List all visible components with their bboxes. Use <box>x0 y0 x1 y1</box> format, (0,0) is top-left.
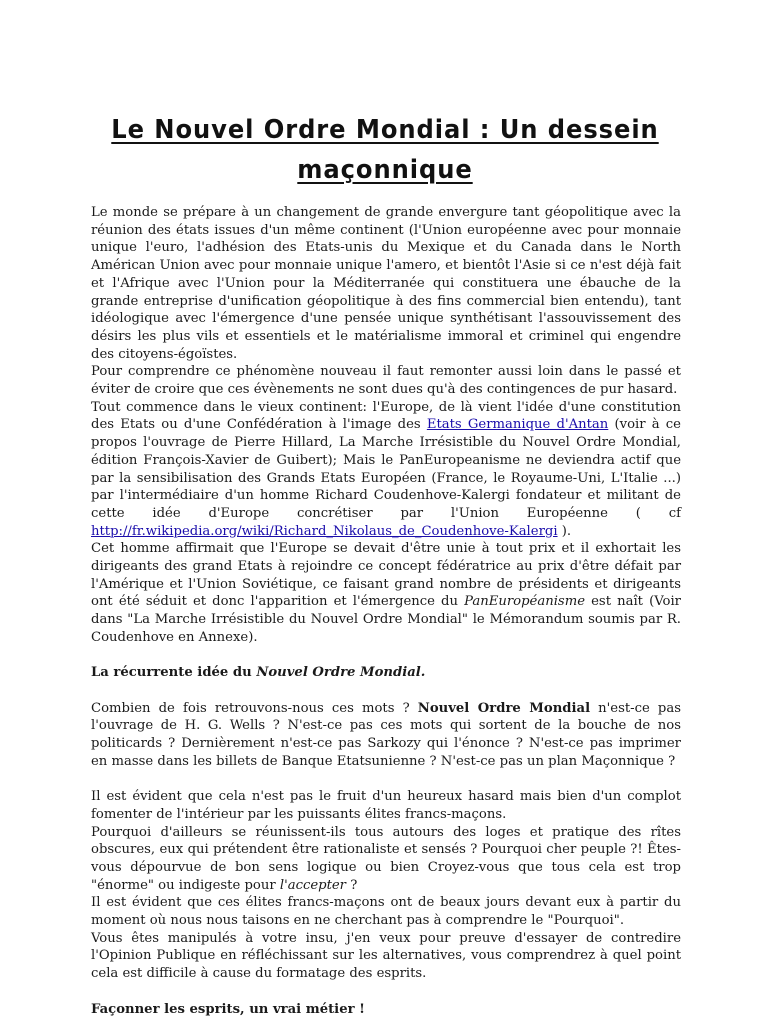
paragraph-why-lodges <box>91 824 681 895</box>
paragraph-times-text-2: n'est-ce pas l'ouvrage de H. G. Wells ? N'est-ce pas ces mots qui sortent de la bouche de nos politicards ? Dernièrement n'est-ce pas Sarkozy qui l'énonce ? N'est-ce pas imprimer en masse dans les billets de Banque Etatsunienne ? N'est-ce pas un plan Maçonnique ? <box>91 700 682 769</box>
paragraph-pan-italic: PanEuropéanisme <box>464 594 586 610</box>
title-line-2: maçonnique <box>297 155 473 185</box>
paragraph-pan-text-1: Cet homme affirmait que l'Europe se devait d'être unie à tout prix et il exhortait les dirigeants des grand Etats à rejoindre ce concept fédératrice au prix d'être défait par l'Amérique et l'Union Soviétique, ce faisant grand nombre de présidents et dirigeants ont été séduit et donc l'apparition et l'émergence du <box>91 541 681 610</box>
paragraph-lodges-text-2: ? <box>346 877 358 893</box>
paragraph-understand: Pour comprendre ce phénomène nouveau il faut remonter aussi loin dans le passé et éviter de croire que ces évènements ne sont dues qu'à des contingences de pur hasard. <box>91 364 681 398</box>
link-wikipedia-coudenhove[interactable]: http://fr.wikipedia.org/wiki/Richard_Nikolaus_de_Coudenhove-Kalergi <box>91 523 558 539</box>
paragraph-times-bold: Nouvel Ordre Mondial <box>417 700 591 716</box>
spacer <box>91 682 681 700</box>
paragraph-elites: Il est évident que ces élites francs-maçons ont de beaux jours devant eux à partir du moment où nous nous taisons en ne cherchant pas à comprendre le "Pourquoi". <box>91 895 681 929</box>
paragraph-origins <box>91 399 681 541</box>
paragraph-manipulated: Vous êtes manipulés à votre insu, j'en veux pour preuve d'essayer de contredire l'Opinion Publique en réfléchissant sur les alternatives, vous comprendrez à quel point cela est difficile à cause du formatage des esprits. <box>91 930 681 982</box>
paragraph-origins-text-1: Tout commence dans le vieux continent: l'Europe, de là vient l'idée d'une constitution des Etats ou d'une Confédération à l'image des <box>91 399 681 433</box>
page-title <box>111 110 660 190</box>
heading-1-italic: Nouvel Ordre Mondial. <box>256 665 426 681</box>
paragraph-evident-plot: Il est évident que cela n'est pas le fruit d'un heureux hasard mais bien d'un complot fomenter de l'intérieur par les puissants élites francs-maçons. <box>91 789 681 822</box>
paragraph-pan-text-2: est naît (Voir dans "La Marche Irrésistible du Nouvel Ordre Mondial" le Mémorandum soumis par R. Coudenhove en Annexe). <box>91 594 681 645</box>
title-line-1: Le Nouvel Ordre Mondial : Un dessein <box>111 115 659 145</box>
spacer <box>91 983 681 1001</box>
article-body <box>91 204 681 1018</box>
spacer <box>91 770 681 788</box>
paragraph-times-text-1: Combien de fois retrouvons-nous ces mots ? <box>91 700 418 716</box>
paragraph-paneuropeanism <box>91 540 681 646</box>
spacer <box>91 647 681 665</box>
paragraph-origins-text-3: ). <box>557 523 572 539</box>
section-heading-recurring-idea <box>91 664 681 682</box>
paragraph-intro: Le monde se prépare à un changement de grande envergure tant géopolitique avec la réunion des états issues d'un même continent (l'Union européenne avec pour monnaie unique l'euro, l'adhésion des Etats-unis du Mexique et du Canada dans le North Américan Union avec pour monnaie unique l'amero, et bientôt l'Asie si ce n'est déjà fait et l'Afrique avec l'Union pour la Méditerranée qui constituera une ébauche de la grande entreprise d'unification géopolitique à des fins commercial bien entendu), tant idéologique avec l'émergence d'une pensée unique synthétisant l'assouvissement des désirs les plus vils et essentiels et le matérialisme immoral et criminel qui engendre des citoyens-égoïstes. <box>91 205 681 362</box>
link-etats-germanique[interactable]: Etats Germanique d'Antan <box>426 417 609 433</box>
section-heading-shaping-minds: Façonner les esprits, un vrai métier ! <box>91 1001 365 1017</box>
paragraph-how-many-times <box>91 700 681 771</box>
paragraph-lodges-italic: l'accepter <box>279 877 346 893</box>
paragraph-lodges-text-1: Pourquoi d'ailleurs se réunissent-ils tous autours des loges et pratique des rîtes obscures, eux qui prétendent être rationaliste et sensés ? Pourquoi cher peuple ?! Êtes-vous dépourvue de bon sens logique ou bien Croyez-vous que tous cela est trop "énorme" ou indigeste pour <box>91 824 681 893</box>
heading-1-text: La récurrente idée du <box>91 665 257 681</box>
paragraph-origins-text-2: (voir à ce propos l'ouvrage de Pierre Hillard, La Marche Irrésistible du Nouvel Ordre Mondial, édition François-Xavier de Guibert); Mais le PanEuropeanisme ne deviendra actif que par la sensibilisation des Grands Etats Européen (France, le Royaume-Uni, L'Italie ...) par l'intermédiaire d'un homme Richard Coudenhove-Kalergi fondateur et militant de cette idée d'Europe concrétiser par l'Union Européenne ( cf <box>91 417 681 521</box>
